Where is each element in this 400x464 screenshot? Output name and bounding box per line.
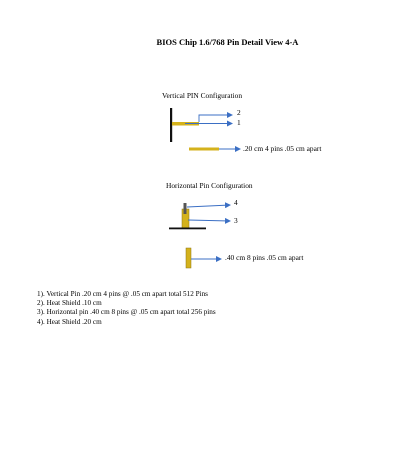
note-item: 2). Heat Shield .10 cm	[37, 299, 102, 308]
vertical-config-figure	[170, 108, 240, 151]
label-4: 4	[234, 198, 238, 207]
arrow-to-label-3	[188, 220, 230, 221]
horizontal-pin-note: .40 cm 8 pins .05 cm apart	[225, 253, 304, 262]
horizontal-pin-caption: Horizontal Pin Configuration	[166, 181, 253, 190]
vertical-pin-caption: Vertical PIN Configuration	[162, 91, 243, 100]
note-item: 1). Vertical Pin .20 cm 4 pins @ .05 cm apart total 512 Pins	[37, 290, 208, 298]
label-1: 1	[237, 118, 241, 127]
horizontal-config-figure	[169, 203, 230, 268]
horizontal-pin-sample	[186, 248, 191, 268]
label-2: 2	[237, 108, 241, 117]
arrow-to-label-4	[187, 205, 230, 207]
note-item: 4). Heat Shield .20 cm	[37, 317, 102, 326]
label-3: 3	[234, 216, 238, 225]
vertical-pin-sample	[189, 148, 219, 151]
horizontal-heat-shield	[184, 203, 187, 214]
vertical-pin-note: .20 cm 4 pins .05 cm apart	[243, 144, 322, 153]
arrow-to-label-2	[199, 115, 232, 122]
vertical-heat-shield	[170, 108, 172, 142]
horizontal-base-line	[169, 228, 206, 230]
page-title: BIOS Chip 1.6/768 Pin Detail View 4-A	[156, 37, 299, 47]
note-item: 3). Horizontal pin .40 cm 8 pins @ .05 cm apart total 256 pins	[37, 308, 216, 317]
notes-list	[37, 290, 216, 327]
